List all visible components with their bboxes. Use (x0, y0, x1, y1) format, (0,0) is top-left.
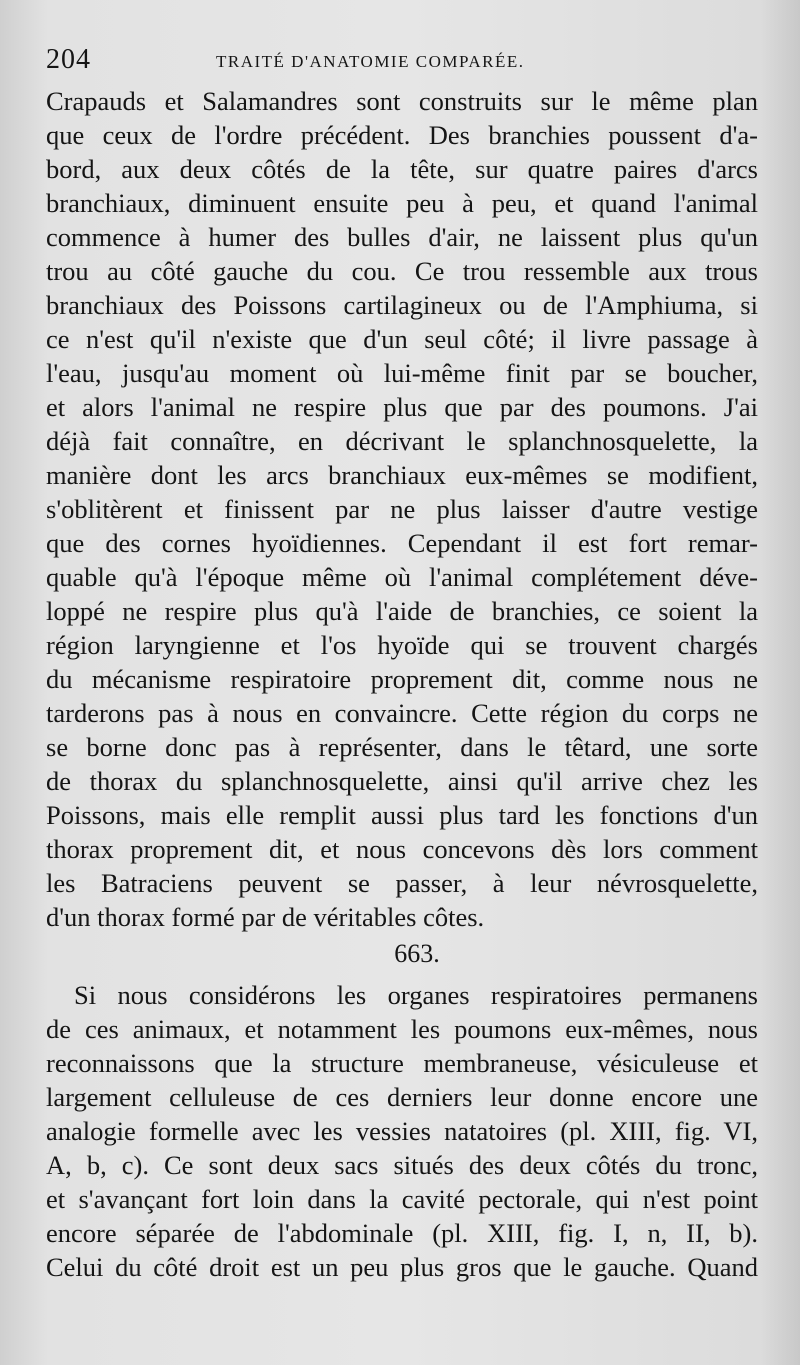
text-line: A, b, c). Ce sont deux sacs situés des deux côtés du tronc, (46, 1150, 758, 1180)
text-line: que ceux de l'ordre précédent. Des branchies poussent d'a- (46, 120, 758, 150)
text-line: région laryngienne et l'os hyoïde qui se trouvent chargés (46, 630, 758, 660)
text-line: de ces animaux, et notamment les poumons eux-mêmes, nous (46, 1014, 758, 1044)
text-line: que des cornes hyoïdiennes. Cependant il est fort remar- (46, 528, 758, 558)
text-line: l'eau, jusqu'au moment où lui-même finit par se boucher, (46, 358, 758, 388)
text-line: Poissons, mais elle remplit aussi plus tard les fonctions d'un (46, 800, 758, 830)
text-line: encore séparée de l'abdominale (pl. XIII, fig. I, n, II, b). (46, 1218, 758, 1248)
paragraph-2 (46, 978, 758, 1284)
text-line: s'oblitèrent et finissent par ne plus laisser d'autre vestige (46, 494, 758, 524)
text-line: du mécanisme respiratoire proprement dit, comme nous ne (46, 664, 758, 694)
text-line: commence à humer des bulles d'air, ne laissent plus qu'un (46, 222, 758, 252)
text-line: branchiaux, diminuent ensuite peu à peu, et quand l'animal (46, 188, 758, 218)
page-number: 204 (46, 44, 91, 75)
text-line: Celui du côté droit est un peu plus gros que le gauche. Quand (46, 1252, 758, 1282)
text-line: trou au côté gauche du cou. Ce trou ressemble aux trous (46, 256, 758, 286)
text-line: Crapauds et Salamandres sont construits sur le même plan (46, 86, 758, 116)
text-line: Si nous considérons les organes respiratoires permanens (74, 980, 758, 1010)
text-line: se borne donc pas à représenter, dans le têtard, une sorte (46, 732, 758, 762)
text-line: et alors l'animal ne respire plus que par des poumons. J'ai (46, 392, 758, 422)
text-line: loppé ne respire plus qu'à l'aide de branchies, ce soient la (46, 596, 758, 626)
body-text (46, 84, 758, 1284)
text-line: analogie formelle avec les vessies natatoires (pl. XIII, fig. VI, (46, 1116, 758, 1146)
text-line: branchiaux des Poissons cartilagineux ou de l'Amphiuma, si (46, 290, 758, 320)
text-line: les Batraciens peuvent se passer, à leur névrosquelette, (46, 868, 758, 898)
text-line: manière dont les arcs branchiaux eux-mêmes se modifient, (46, 460, 758, 490)
text-line: largement celluleuse de ces derniers leur donne encore une (46, 1082, 758, 1112)
text-line: de thorax du splanchnosquelette, ainsi qu'il arrive chez les (46, 766, 758, 796)
section-number: 663. (394, 939, 440, 968)
text-line: et s'avançant fort loin dans la cavité pectorale, qui n'est point (46, 1184, 758, 1214)
text-line: d'un thorax formé par de véritables côtes. (46, 902, 485, 932)
running-head: TRAITÉ D'ANATOMIE COMPARÉE. (216, 52, 525, 71)
text-line: ce n'est qu'il n'existe que d'un seul côté; il livre passage à (46, 324, 758, 354)
text-line: déjà fait connaître, en décrivant le splanchnosquelette, la (46, 426, 758, 456)
text-line: bord, aux deux côtés de la tête, sur quatre paires d'arcs (46, 154, 758, 184)
text-line: quable qu'à l'époque même où l'animal complétement déve- (46, 562, 758, 592)
text-line: tarderons pas à nous en convaincre. Cette région du corps ne (46, 698, 758, 728)
paragraph-1 (46, 84, 758, 934)
text-line: reconnaissons que la structure membraneuse, vésiculeuse et (46, 1048, 758, 1078)
page-header (46, 44, 766, 78)
text-line: thorax proprement dit, et nous concevons dès lors comment (46, 834, 758, 864)
